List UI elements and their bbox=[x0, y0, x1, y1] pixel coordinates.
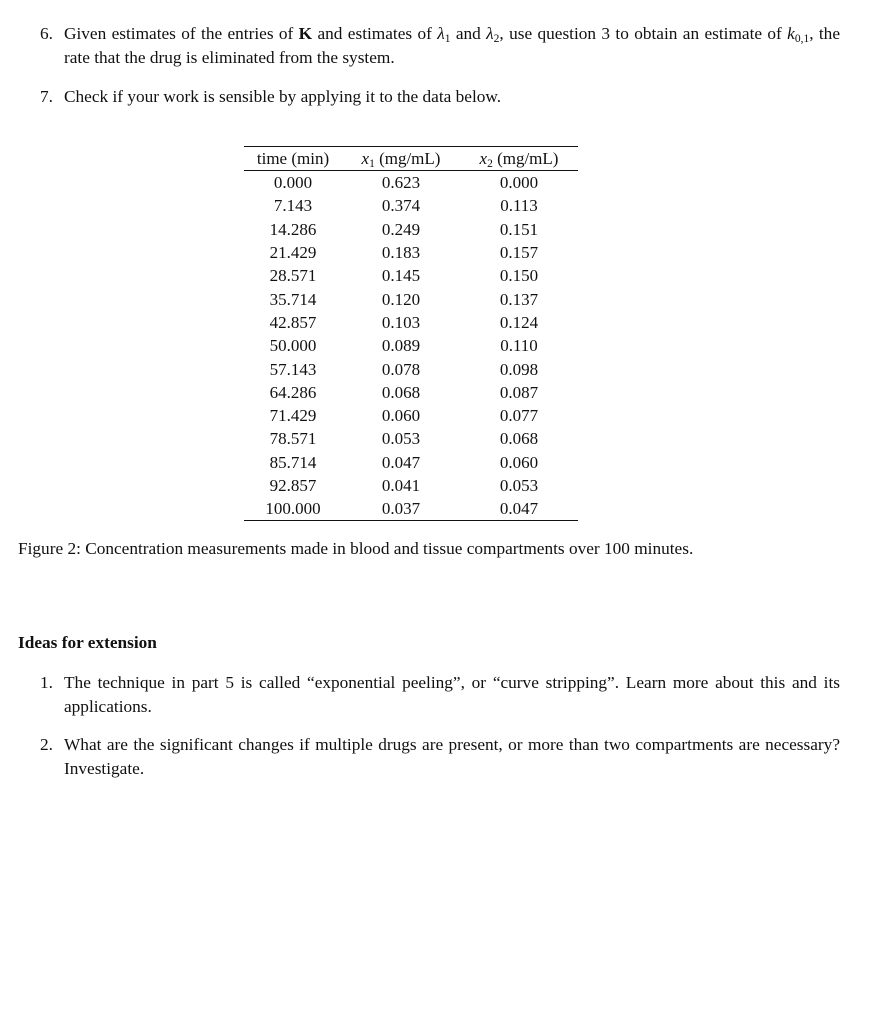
x1-cell: 0.089 bbox=[381, 336, 421, 356]
time-cell: 57.143 bbox=[269, 359, 317, 379]
subscript: 1 bbox=[444, 33, 451, 45]
table-row bbox=[244, 218, 578, 241]
k-01 bbox=[787, 24, 809, 43]
x1-cell: 0.120 bbox=[381, 289, 421, 309]
x2-cell: 0.113 bbox=[500, 196, 538, 216]
table-row bbox=[244, 404, 578, 427]
time-cell: 21.429 bbox=[269, 243, 317, 263]
time-cell: 7.143 bbox=[273, 196, 313, 216]
x1-cell: 0.183 bbox=[381, 243, 421, 263]
time-cell: 64.286 bbox=[269, 382, 317, 402]
text-run: , use question 3 to obtain an estimate of bbox=[499, 24, 788, 43]
table-row bbox=[244, 451, 578, 474]
x1-cell: 0.249 bbox=[381, 219, 421, 239]
x2-cell: 0.087 bbox=[499, 382, 539, 402]
question-item-6 bbox=[40, 22, 840, 70]
table-row bbox=[244, 474, 578, 497]
time-cell: 78.571 bbox=[269, 429, 317, 449]
x2-cell: 0.157 bbox=[499, 243, 539, 263]
lambda-symbol: λ bbox=[486, 24, 494, 43]
table-row bbox=[244, 311, 578, 334]
table-body bbox=[244, 171, 578, 521]
text-run: Given estimates of the entries of bbox=[64, 24, 299, 43]
table-row bbox=[244, 381, 578, 404]
x1-cell: 0.145 bbox=[381, 266, 421, 286]
header-x1 bbox=[342, 147, 460, 171]
lambda-2 bbox=[486, 24, 499, 43]
x-symbol: x bbox=[479, 148, 488, 168]
table-row bbox=[244, 427, 578, 450]
x1-cell: 0.623 bbox=[381, 173, 421, 193]
time-cell: 0.000 bbox=[273, 173, 313, 193]
extension-item-1 bbox=[40, 671, 840, 719]
question-7-text: Check if your work is sensible by applying it to the data below. bbox=[64, 87, 502, 106]
table-row bbox=[244, 334, 578, 357]
x-symbol: x bbox=[361, 148, 370, 168]
x2-cell: 0.047 bbox=[460, 497, 578, 521]
time-cell: 92.857 bbox=[269, 476, 317, 495]
lambda-symbol: λ bbox=[437, 24, 445, 43]
item-number: 1. bbox=[40, 673, 53, 692]
x2-cell: 0.098 bbox=[499, 359, 539, 379]
time-cell: 85.714 bbox=[269, 452, 317, 472]
table-row bbox=[244, 497, 578, 521]
x2-cell: 0.060 bbox=[499, 452, 539, 472]
x1-cell: 0.078 bbox=[381, 359, 421, 379]
table-row bbox=[244, 241, 578, 264]
x1-cell: 0.041 bbox=[381, 476, 421, 495]
table-header-row bbox=[244, 147, 578, 171]
x1-cell: 0.060 bbox=[381, 406, 421, 426]
x1-cell: 0.047 bbox=[381, 452, 421, 472]
time-cell: 42.857 bbox=[269, 312, 317, 332]
subscript: 0,1 bbox=[794, 33, 810, 45]
time-cell: 100.000 bbox=[244, 497, 342, 521]
time-cell: 35.714 bbox=[269, 289, 317, 309]
x1-cell: 0.068 bbox=[381, 382, 421, 402]
table-row bbox=[244, 194, 578, 217]
matrix-K: K bbox=[298, 24, 313, 43]
subscript: 2 bbox=[493, 33, 500, 45]
x2-cell: 0.068 bbox=[499, 429, 539, 449]
question-item-7 bbox=[40, 85, 840, 109]
table-row bbox=[244, 264, 578, 287]
x2-cell: 0.053 bbox=[499, 476, 539, 495]
subscript: 1 bbox=[369, 157, 375, 170]
item-number: 6. bbox=[40, 24, 53, 43]
unit: (mg/mL) bbox=[374, 148, 441, 168]
k-symbol: k bbox=[787, 24, 795, 43]
x2-cell: 0.124 bbox=[499, 312, 539, 332]
x2-cell: 0.077 bbox=[499, 406, 539, 426]
time-cell: 50.000 bbox=[269, 336, 317, 356]
concentration-table bbox=[244, 146, 578, 521]
table-row bbox=[244, 357, 578, 380]
x1-cell: 0.037 bbox=[342, 497, 460, 521]
x1-cell: 0.374 bbox=[381, 196, 421, 216]
time-cell: 71.429 bbox=[269, 406, 317, 426]
x1-cell: 0.103 bbox=[381, 312, 421, 332]
x1-cell: 0.053 bbox=[381, 429, 421, 449]
x2-cell: 0.151 bbox=[499, 219, 539, 239]
time-cell: 14.286 bbox=[269, 219, 317, 239]
section-heading: Ideas for extension bbox=[18, 633, 157, 652]
x2-cell: 0.150 bbox=[499, 266, 539, 286]
lambda-1 bbox=[437, 24, 450, 43]
time-cell: 28.571 bbox=[269, 266, 317, 286]
item-number: 2. bbox=[40, 735, 53, 754]
extension-item-2 bbox=[40, 733, 840, 781]
x2-cell: 0.110 bbox=[500, 336, 538, 356]
table-row bbox=[244, 287, 578, 310]
extension-2-text: What are the significant changes if multiple drugs are present, or more than two compartments are necessary? Investigate. bbox=[64, 735, 840, 778]
item-number: 7. bbox=[40, 87, 53, 106]
text-run: and estimates of bbox=[312, 24, 438, 43]
subscript: 2 bbox=[487, 157, 493, 170]
figure-caption: Figure 2: Concentration measurements made in blood and tissue compartments over 100 minutes. bbox=[18, 539, 694, 558]
text-run: , the rate that the drug is eliminated from the system. bbox=[64, 24, 840, 67]
table-row bbox=[244, 171, 578, 195]
x2-cell: 0.137 bbox=[499, 289, 539, 309]
header-time: time (min) bbox=[244, 147, 342, 171]
text-run: and bbox=[450, 24, 487, 43]
header-x2 bbox=[460, 147, 578, 171]
question-6-text bbox=[64, 22, 840, 70]
x2-cell: 0.000 bbox=[499, 173, 539, 193]
extension-1-text: The technique in part 5 is called “exponential peeling”, or “curve stripping”. Learn more about this and its applications. bbox=[64, 673, 840, 716]
unit: (mg/mL) bbox=[492, 148, 559, 168]
